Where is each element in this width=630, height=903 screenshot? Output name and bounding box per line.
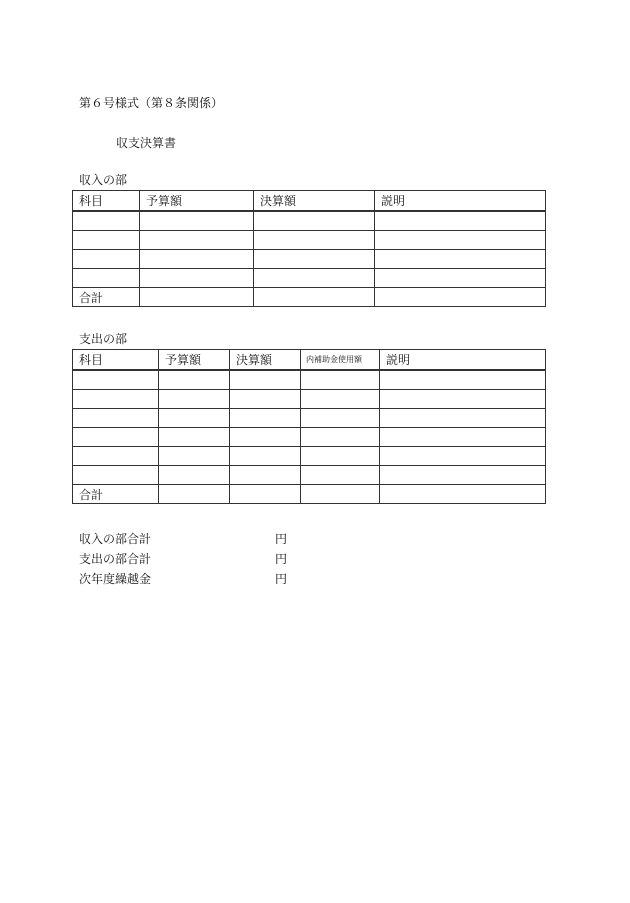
- expense-header-settlement: 決算額: [230, 350, 301, 371]
- expense-cell: [73, 370, 159, 390]
- expense-cell: [301, 370, 380, 390]
- income-cell: [140, 211, 254, 231]
- income-total-row: [73, 288, 546, 307]
- summary-label: 支出の部合計: [79, 552, 152, 566]
- income-row: [73, 269, 546, 288]
- expense-cell: [73, 466, 159, 485]
- income-cell: [254, 269, 375, 288]
- expense-table: [72, 349, 546, 504]
- expense-total-cell: [380, 485, 546, 504]
- expense-cell: [380, 409, 546, 428]
- income-cell: [140, 269, 254, 288]
- expense-cell: [380, 390, 546, 409]
- income-cell: [375, 269, 546, 288]
- income-total-label: 合計: [73, 288, 140, 307]
- income-cell: [73, 211, 140, 231]
- income-cell: [254, 211, 375, 231]
- expense-header-description: 説明: [380, 350, 546, 371]
- income-cell: [254, 250, 375, 269]
- income-cell: [140, 250, 254, 269]
- income-row: [73, 231, 546, 250]
- income-cell: [140, 231, 254, 250]
- expense-cell: [159, 370, 230, 390]
- document-title: 収支決算書: [116, 136, 177, 150]
- income-total-cell: [254, 288, 375, 307]
- expense-total-cell: [159, 485, 230, 504]
- income-cell: [375, 211, 546, 231]
- summary-unit: 円: [275, 552, 288, 566]
- expense-cell: [230, 390, 301, 409]
- income-cell: [375, 250, 546, 269]
- expense-cell: [159, 409, 230, 428]
- expense-cell: [380, 428, 546, 447]
- expense-cell: [159, 447, 230, 466]
- expense-cell: [230, 409, 301, 428]
- expense-cell: [380, 447, 546, 466]
- expense-cell: [301, 428, 380, 447]
- form-number: 第６号様式（第８条関係）: [79, 96, 224, 110]
- expense-total-cell: [301, 485, 380, 504]
- expense-row: [73, 390, 546, 409]
- income-cell: [73, 269, 140, 288]
- expense-section-label: 支出の部: [79, 332, 128, 346]
- expense-row: [73, 466, 546, 485]
- expense-cell: [159, 466, 230, 485]
- expense-total-label: 合計: [73, 485, 159, 504]
- expense-cell: [380, 466, 546, 485]
- income-section-label: 収入の部: [79, 173, 128, 187]
- expense-header-budget: 予算額: [159, 350, 230, 371]
- expense-row: [73, 409, 546, 428]
- expense-cell: [73, 447, 159, 466]
- income-row: [73, 211, 546, 231]
- expense-cell: [159, 428, 230, 447]
- income-total-cell: [140, 288, 254, 307]
- income-cell: [254, 231, 375, 250]
- expense-row: [73, 428, 546, 447]
- expense-cell: [230, 466, 301, 485]
- expense-cell: [73, 409, 159, 428]
- income-cell: [375, 231, 546, 250]
- expense-row: [73, 370, 546, 390]
- expense-header-row: [73, 350, 546, 371]
- income-header-budget: 予算額: [140, 191, 254, 212]
- expense-cell: [73, 428, 159, 447]
- income-header-description: 説明: [375, 191, 546, 212]
- income-row: [73, 250, 546, 269]
- income-total-cell: [375, 288, 546, 307]
- summary-unit: 円: [275, 532, 288, 546]
- expense-total-cell: [230, 485, 301, 504]
- expense-cell: [380, 370, 546, 390]
- summary-unit: 円: [275, 572, 288, 586]
- expense-header-subsidy-used: 内補助金使用額: [301, 350, 380, 371]
- income-table: [72, 190, 546, 307]
- expense-cell: [301, 447, 380, 466]
- income-header-settlement: 決算額: [254, 191, 375, 212]
- summary-label: 収入の部合計: [79, 532, 152, 546]
- expense-cell: [301, 390, 380, 409]
- expense-cell: [230, 428, 301, 447]
- expense-cell: [73, 390, 159, 409]
- expense-row: [73, 447, 546, 466]
- expense-header-subject: 科目: [73, 350, 159, 371]
- income-header-row: [73, 191, 546, 212]
- income-cell: [73, 250, 140, 269]
- expense-total-row: [73, 485, 546, 504]
- income-cell: [73, 231, 140, 250]
- expense-cell: [301, 466, 380, 485]
- summary-label: 次年度繰越金: [79, 572, 152, 586]
- expense-cell: [159, 390, 230, 409]
- expense-cell: [230, 447, 301, 466]
- expense-cell: [230, 370, 301, 390]
- income-header-subject: 科目: [73, 191, 140, 212]
- expense-cell: [301, 409, 380, 428]
